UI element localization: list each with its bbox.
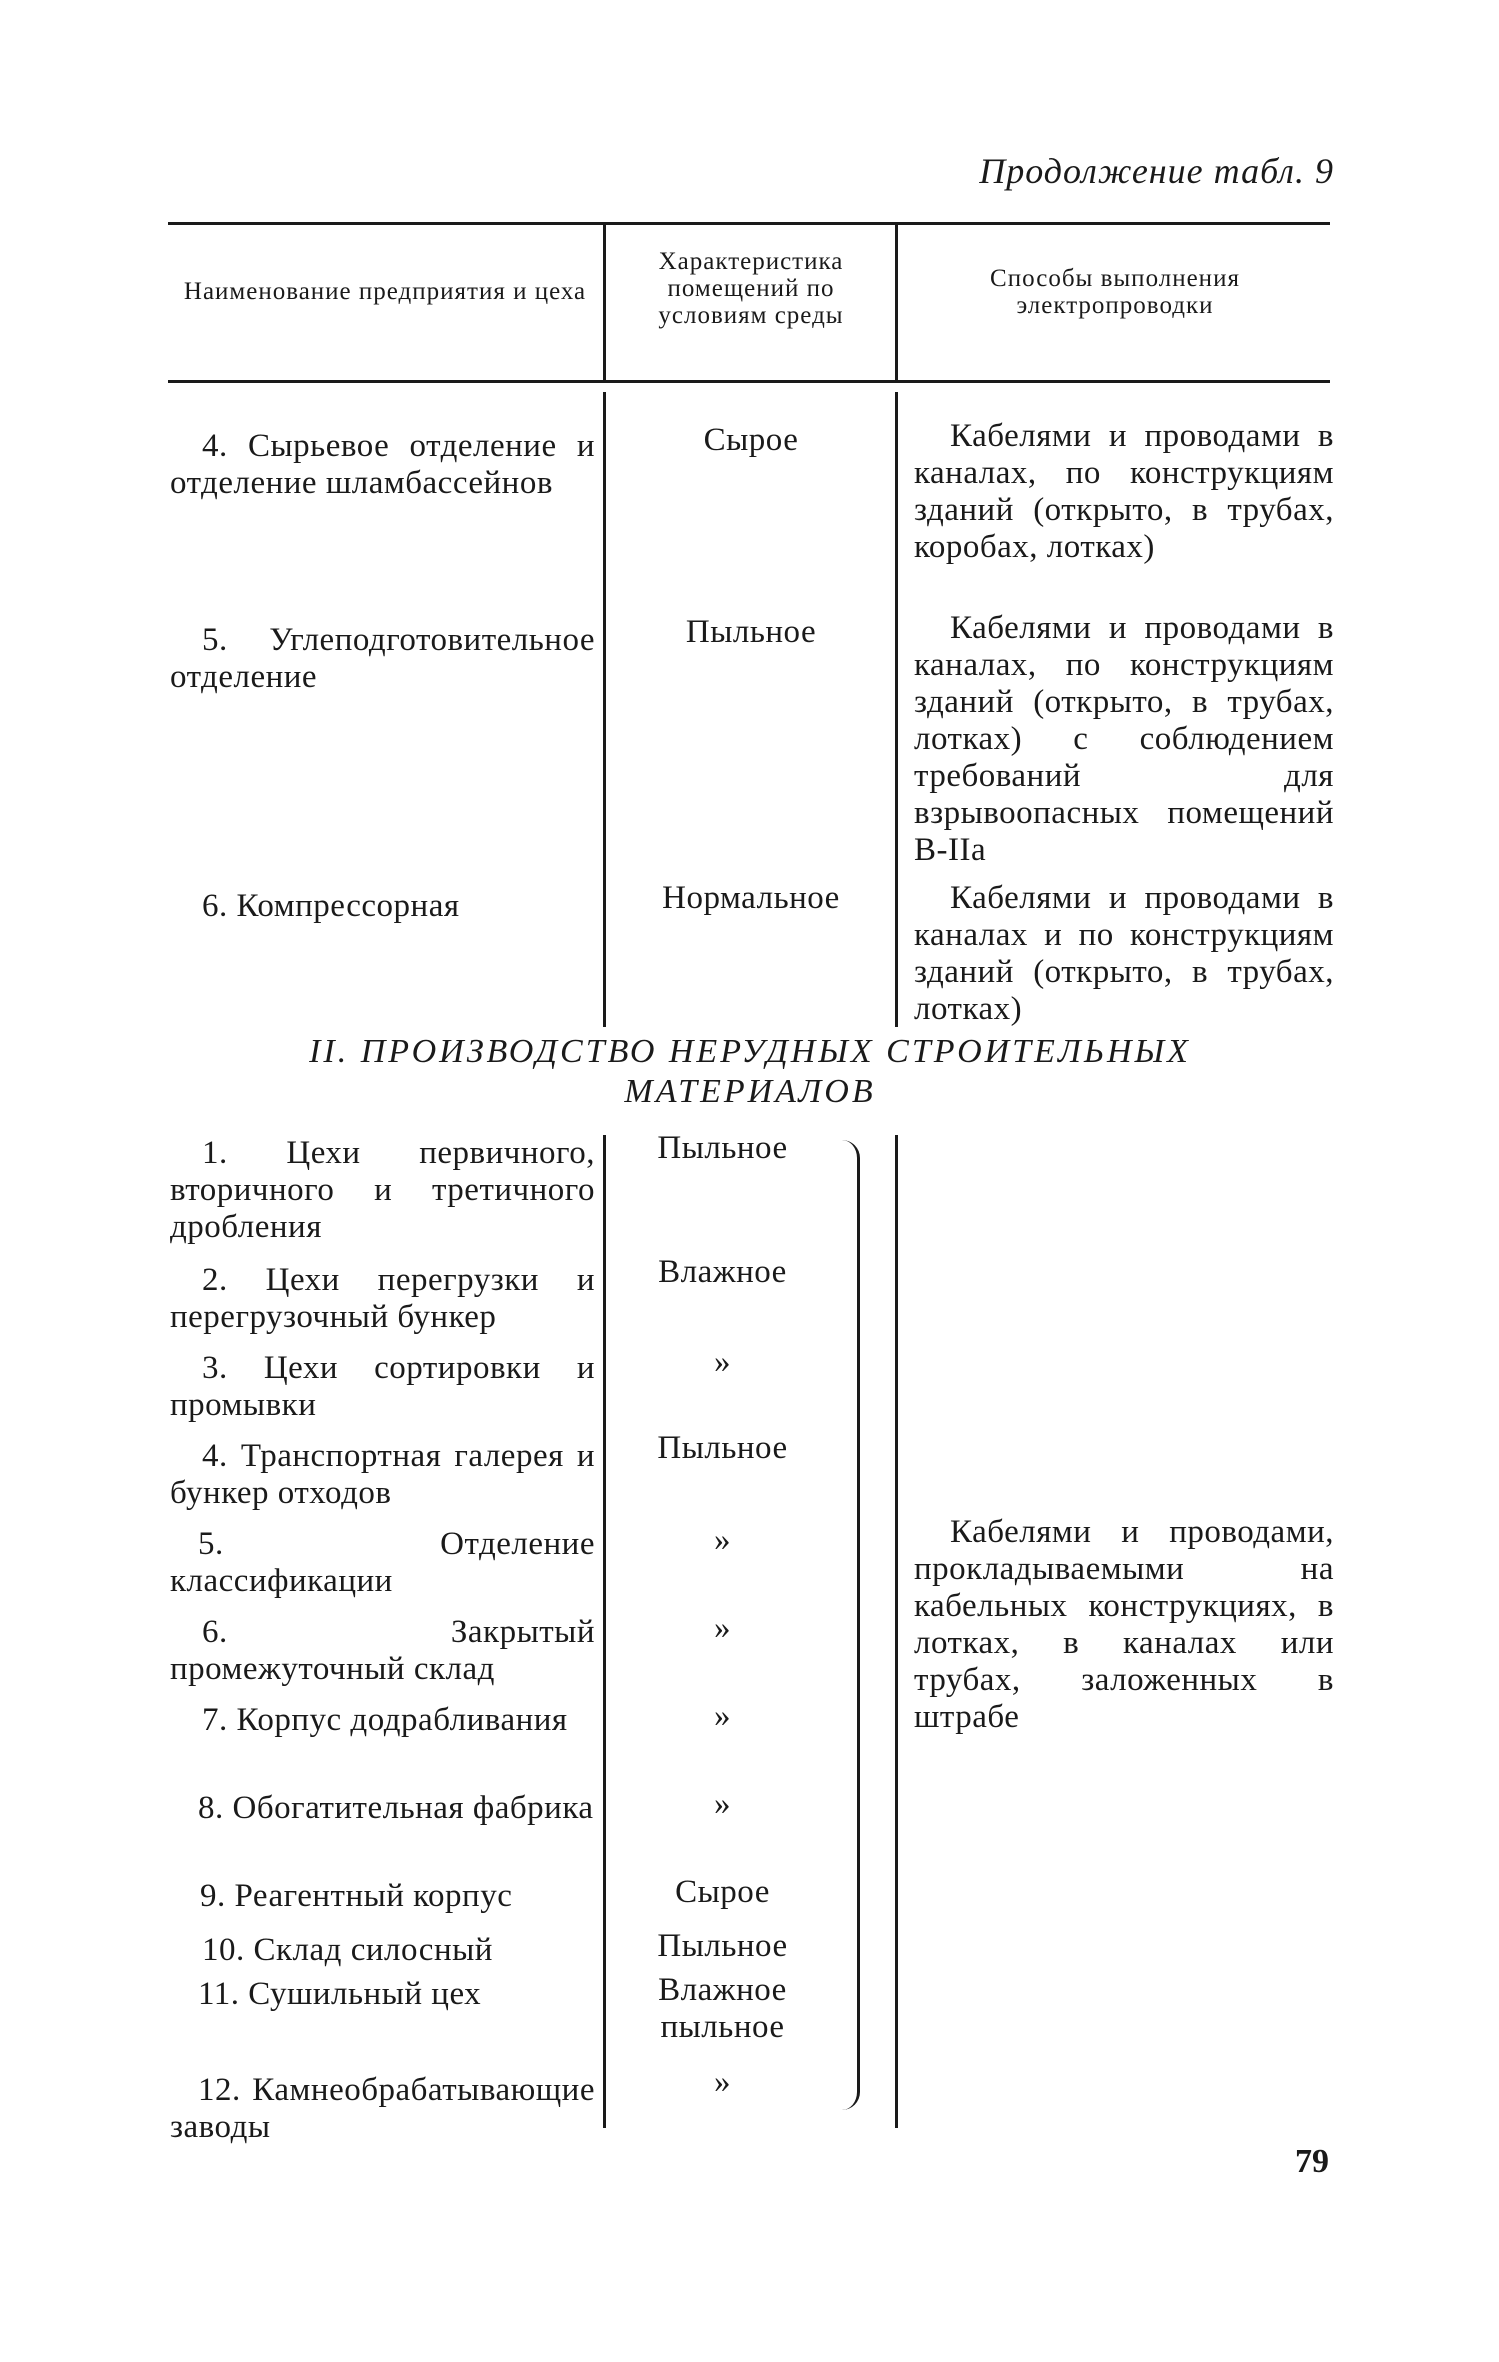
header-col-environment: Характеристика помещений по условиям среды bbox=[658, 248, 844, 329]
row-env: Нормальное bbox=[662, 880, 840, 916]
row-name: 4. Сырьевое отделение и отделение шламбассейнов bbox=[170, 428, 595, 501]
column-divider-2-part2 bbox=[895, 1135, 898, 2128]
row-name: 5. Отделение классификации bbox=[170, 1526, 595, 1599]
section-title: II. ПРОИЗВОДСТВО НЕРУДНЫХ СТРОИТЕЛЬНЫХ МАТЕРИАЛОВ bbox=[309, 1033, 1191, 1110]
row-method: Кабелями и проводами в каналах, по конструкциям зданий (открыто, в трубах, лотках) с соблюдением требований для взрывоопасных помещений В-IIа bbox=[914, 610, 1334, 868]
row-env: Пыльное bbox=[685, 614, 817, 650]
row-env: Пыльное bbox=[657, 1130, 788, 1166]
row-name: 12. Камнеобрабатывающие заводы bbox=[170, 2072, 595, 2145]
header-divider-1 bbox=[603, 222, 606, 380]
row-name: 6. Компрессорная bbox=[202, 888, 460, 924]
row-env: Влажное bbox=[658, 1254, 787, 1290]
row-env: » bbox=[714, 1610, 731, 1646]
row-env: Сырое bbox=[675, 1874, 770, 1910]
row-method: Кабелями и проводами в каналах и по конструкциям зданий (открыто, в трубах, лотках) bbox=[914, 880, 1334, 1027]
row-method: Кабелями и проводами в каналах, по конструкциям зданий (открыто, в трубах, коробах, лотках) bbox=[914, 418, 1334, 565]
row-name: 2. Цехи перегрузки и перегрузочный бункер bbox=[170, 1262, 595, 1335]
column-divider-1-part1 bbox=[603, 392, 606, 1027]
row-name: 1. Цехи первичного, вторичного и третичного дробления bbox=[170, 1135, 595, 1245]
row-env: » bbox=[714, 1344, 731, 1380]
row-name: 10. Склад силосный bbox=[202, 1932, 493, 1968]
row-name: 11. Сушильный цех bbox=[198, 1976, 482, 2012]
group-method: Кабелями и проводами, прокладываемыми на кабельных конструкциях, в лотках, в каналах или трубах, заложенных в штрабе bbox=[914, 1514, 1334, 1735]
row-env: » bbox=[714, 2064, 731, 2100]
header-col-method: Способы выполнения электропроводки bbox=[990, 265, 1240, 319]
row-env: Пыльное bbox=[657, 1430, 788, 1466]
row-env: » bbox=[714, 1786, 731, 1822]
row-name: 3. Цехи сортировки и промывки bbox=[170, 1350, 595, 1423]
row-env: » bbox=[714, 1522, 731, 1558]
row-name: 6. Закрытый промежуточный склад bbox=[170, 1614, 595, 1687]
header-divider-2 bbox=[895, 222, 898, 380]
grouping-brace bbox=[835, 1140, 860, 2110]
row-env: Пыльное bbox=[657, 1928, 788, 1964]
row-name: 9. Реагентный корпус bbox=[200, 1878, 513, 1914]
table-top-rule bbox=[168, 222, 1330, 225]
row-env: Влажное пыльное bbox=[658, 1972, 787, 2045]
row-env: » bbox=[714, 1698, 731, 1734]
page-number: 79 bbox=[1295, 2143, 1329, 2180]
row-env: Сырое bbox=[703, 422, 799, 458]
header-col-name: Наименование предприятия и цеха bbox=[183, 278, 587, 305]
continuation-label: Продолжение табл. 9 bbox=[979, 151, 1334, 191]
row-name: 5. Углеподготовительное отделение bbox=[170, 622, 595, 695]
column-divider-2-part1 bbox=[895, 392, 898, 1027]
row-name: 7. Корпус додрабливания bbox=[202, 1702, 568, 1738]
table-header-rule bbox=[168, 380, 1330, 383]
row-name: 4. Транспортная галерея и бункер отходов bbox=[170, 1438, 595, 1511]
row-name: 8. Обогатительная фабрика bbox=[198, 1790, 594, 1826]
